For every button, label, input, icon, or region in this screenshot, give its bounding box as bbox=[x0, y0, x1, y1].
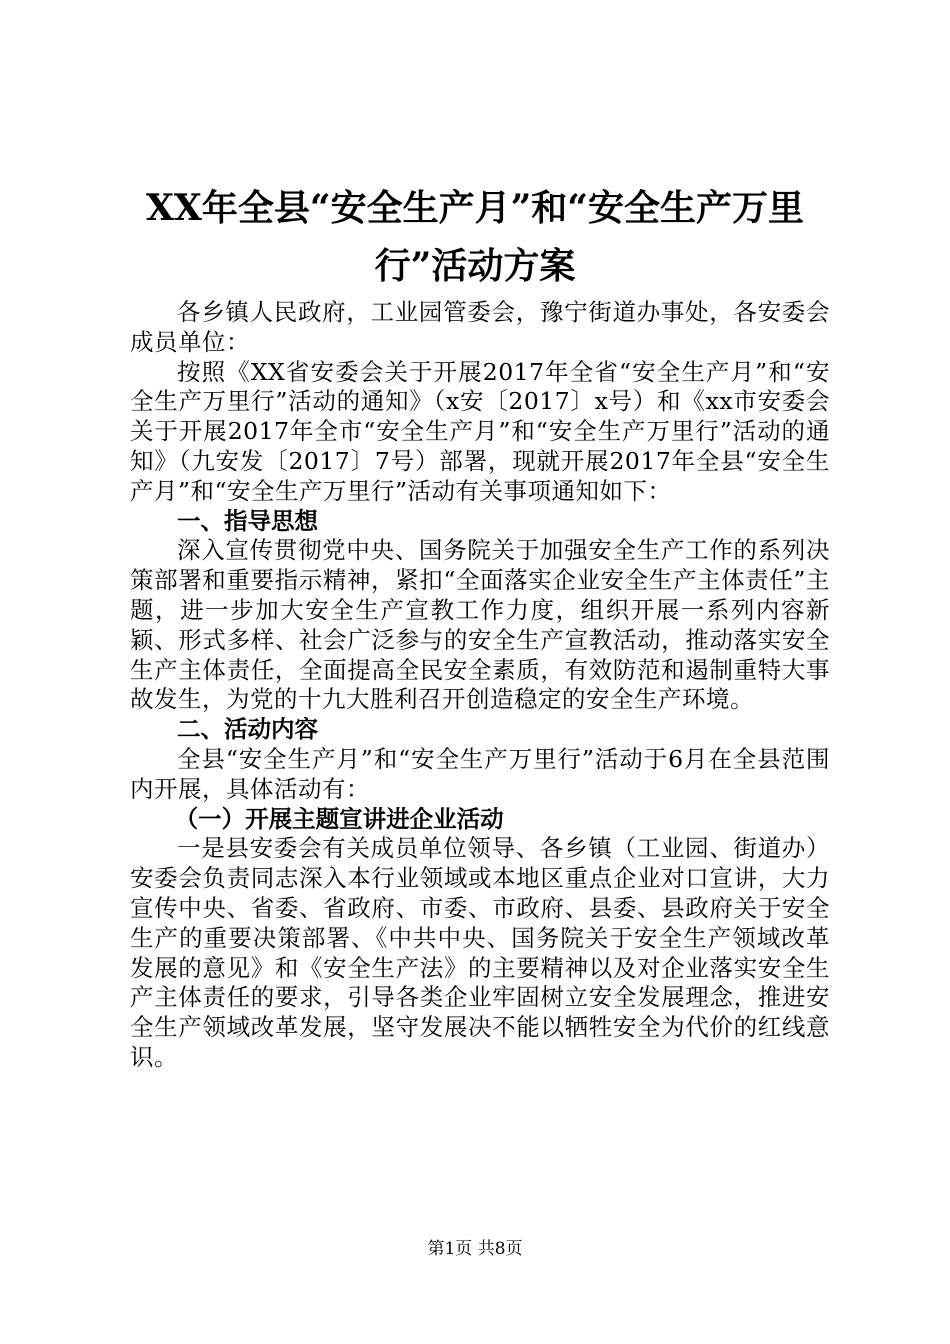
document-body bbox=[130, 298, 830, 1073]
section-heading-activity-content: 二、活动内容 bbox=[177, 715, 318, 744]
enterprise-lectures-paragraph: 一是县安委会有关成员单位领导、各乡镇（工业园、街道办）安委会负责同志深入本行业领域或本地区重点企业对口宣讲，大力宣传中央、省委、省政府、市委、市政府、县委、县政府关于安全生产的重要决策部署、《中共中央、国务院关于安全生产领域改革发展的意见》和《安全生产法》的主要精神以及对企业落实安全生产主体责任的要求，引导各类企业牢固树立安全发展理念，推进安全生产领域改革发展，坚守发展决不能以牺牲安全为代价的红线意识。 bbox=[130, 834, 830, 1071]
subsection-heading-enterprise-lectures: （一）开展主题宣讲进企业活动 bbox=[174, 804, 504, 833]
guiding-ideology-paragraph: 深入宣传贯彻党中央、国务院关于加强安全生产工作的系列决策部署和重要指示精神，紧扣“全面落实企业安全生产主体责任”主题，进一步加大安全生产宣教工作力度，组织开展一系列内容新颖、形式多样、社会广泛参与的安全生产宣教活动，推动落实安全生产主体责任，全面提高全民安全素质，有效防范和遏制重特大事故发生，为党的十九大胜利召开创造稳定的安全生产环境。 bbox=[130, 536, 830, 714]
page-footer: 第1页 共8页 bbox=[427, 1239, 523, 1259]
document-title-line-1: XX年全县“安全生产月”和“安全生产万里 bbox=[146, 187, 804, 229]
intro-paragraph: 按照《XX省安委会关于开展2017年全省“安全生产月”和“安全生产万里行”活动的通知》（x安〔2017〕x号）和《xx市安委会关于开展2017年全市“安全生产月”和“安全生产万里行”活动的通知》（九安发〔2017〕7号）部署，现就开展2017年全县“安全生产月”和“安全生产万里行”活动有关事项通知如下： bbox=[130, 357, 830, 505]
activity-content-paragraph: 全县“安全生产月”和“安全生产万里行”活动于6月在全县范围内开展，具体活动有： bbox=[130, 744, 830, 803]
section-heading-guiding-ideology: 一、指导思想 bbox=[177, 506, 318, 535]
salutation-paragraph: 各乡镇人民政府，工业园管委会，豫宁街道办事处，各安委会成员单位： bbox=[130, 298, 830, 356]
document-title-line-2: 行”活动方案 bbox=[374, 245, 576, 287]
